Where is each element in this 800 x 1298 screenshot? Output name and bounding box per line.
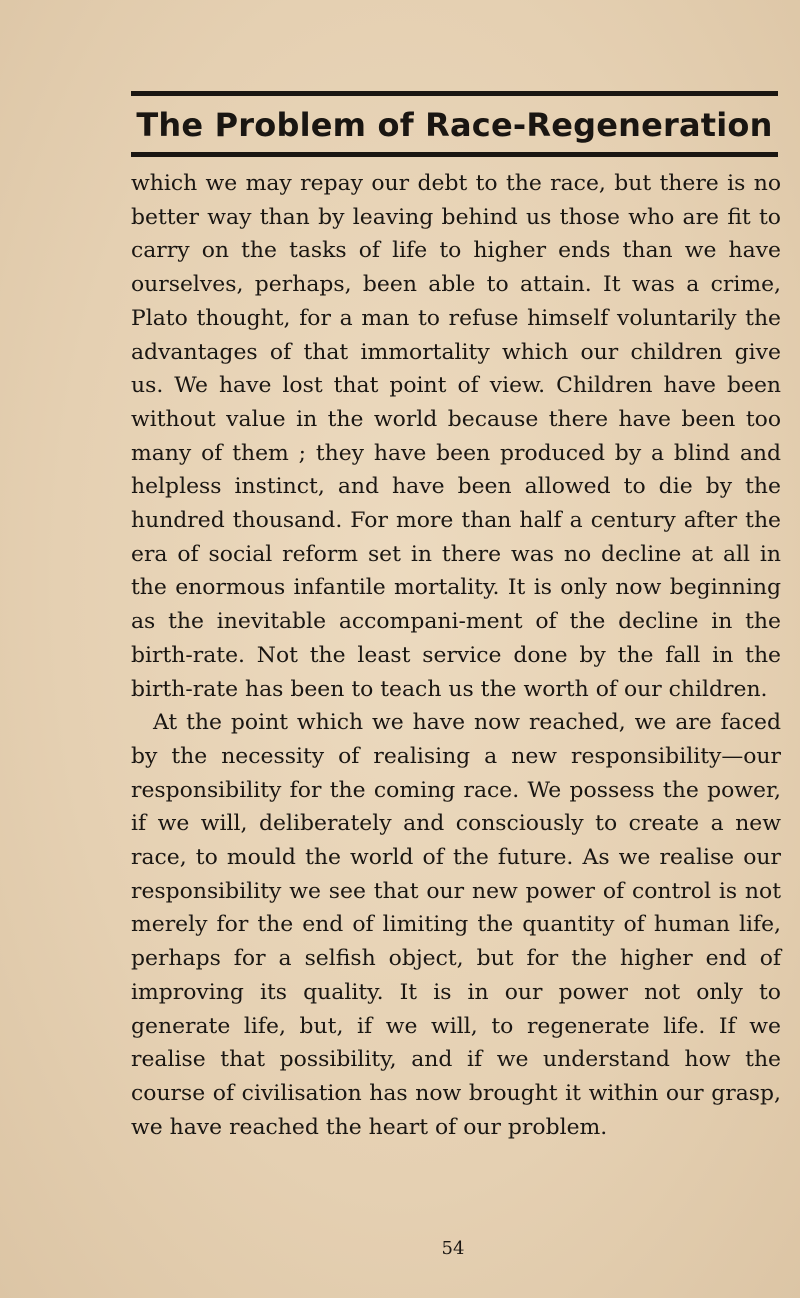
header-rule-top [131,91,778,96]
paragraph: At the point which we have now reached, we are faced by the necessity of realising a new responsibility—our responsibility for the coming race. We possess the power, if we will, deliberately and consciously to create a new race, to mould the world of the future. As we realise our responsibility we see that our new power of control is not merely for the end of limiting the quantity of human life, perhaps for a selfish object, but for the higher end of improving its quality. It is in our power not only to generate life, but, if we will, to regenerate life. If we realise that possibility, and if we understand how the course of civilisation has now brought it within our grasp, we have reached the heart of our problem. [131,710,781,1140]
body-text [131,167,781,1144]
page-number: 54 [441,1238,465,1259]
paragraph-continued: which we may repay our debt to the race, but there is no better way than by leaving behind us those who are fit to carry on the tasks of life to higher ends than we have ourselves, perhaps, been able to attain. It was a crime, Plato thought, for a man to refuse himself voluntarily the advantages of that immortality which our children give us. We have lost that point of view. Children have been without value in the world because there have been too many of them ; they have been produced by a blind and helpless instinct, and have been allowed to die by the hundred thousand. For more than half a century after the era of social reform set in there was no decline at all in the enormous infantile mortality. It is only now beginning as the inevitable accompani-ment of the decline in the birth-rate. Not the least service done by the fall in the birth-rate has been to teach us the worth of our children. [131,171,781,702]
header-rule-bottom [131,152,778,157]
running-head-title: The Problem of Race-Regeneration [136,106,773,144]
